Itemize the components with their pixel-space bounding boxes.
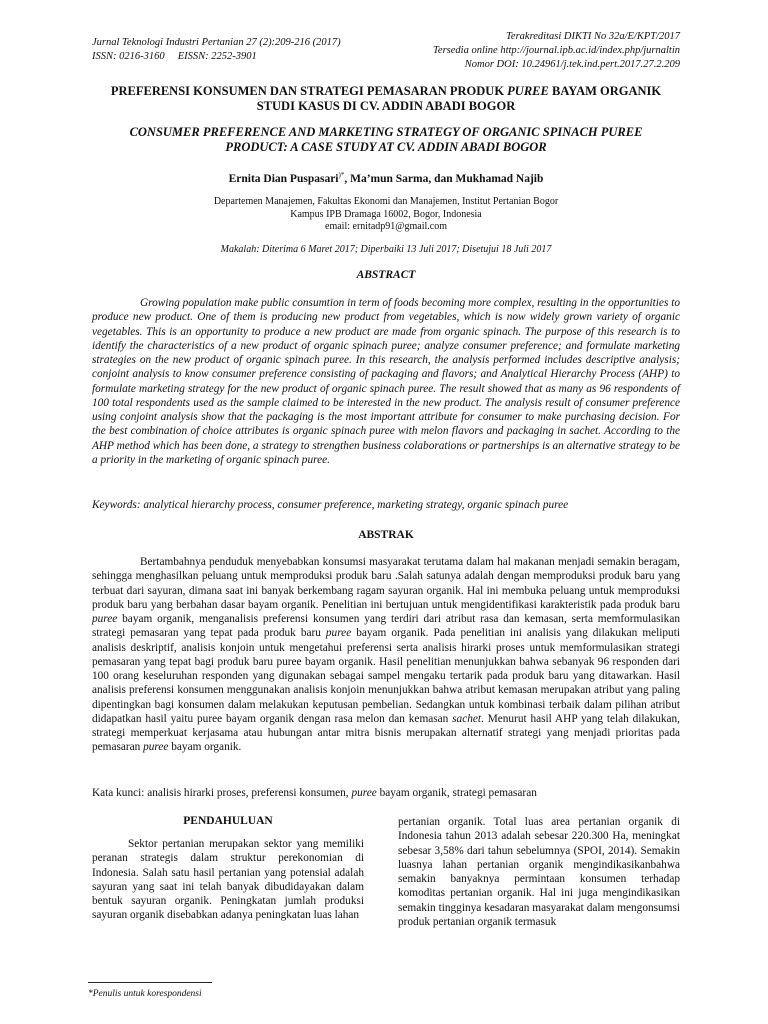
affiliation-address: Kampus IPB Dramaga 16002, Bogor, Indonesia [290,208,482,220]
abstrak-text: . Menurut hasil AHP yang telah dilakukan, strategi memperkuat kerjasama atau hubungan antar mitra bisnis merupakan alternatif strategi yang menjadi prioritas pada pemasaran [92,712,680,754]
intro-right-text: pertanian organik. Total luas area pertanian organik di Indonesia tahun 2013 adalah sebesar 220.300 Ha, meningkat sebesar 3,58% dari tahun sebelumnya (SPOI, 2014). Semakin luasnya lahan pertanian organik mengindikasikanbahwa semakin banyaknya permintaan konsumen terhadap komoditas pertanian organik. Hal ini juga mengindikasikan semakin tingginya kesadaran masyarakat dalam mengonsumsi produk pertanian organik termasuk [398,816,680,928]
abstrak-italic: puree [143,741,169,754]
author-name: Ernita Dian Puspasari [228,172,339,185]
abstract-english-text: Growing population make public consumtion in term of foods becoming more complex, resulting in the opportunities to produce new product. One of them is producing new product from vegetables, which is now widely grown variety of organic vegetables. This is an opportunity to produce a new product are made from organic spinach. The purpose of this research is to identify the characteristics of a new product of organic spinach puree; analyze consumer preference; and formulate marketing strategies on the new product of organic spinach puree. In this research, the analysis performed includes descriptive analysis; conjoint analysis to know consumer preference consisting of packaging and flavors; and Analytical Hierarchy Process (AHP) to formulate marketing strategy for the new product of organic spinach puree. The result showed that as many as 96 respondents of 100 total respondents used as the sample claimed to be interested in the new product. The analysis result of consumer preference using conjoint analysis show that the packaging is the most important attribute for consumer to make purchasing decision. For the best combination of choice attributes is organic spinach puree with melon flavors and packaging in sachet. According to the AHP method which has been done, a strategy to strengthen business colaborations or partnerships is an alternative strategy to be a priority in the marketing of organic spinach puree. [92,297,680,466]
intro-right-column [398,815,680,929]
journal-citation: Jurnal Teknologi Industri Pertanian 27 (2):209-216 (2017) [92,37,341,48]
journal-issn: ISSN: 0216-3160 EISSN: 2252-3901 [92,51,257,62]
paper-title-english-line1: CONSUMER PREFERENCE AND MARKETING STRATEGY OF ORGANIC SPINACH PUREE [129,125,643,139]
abstrak-text: Bertambahnya penduduk menyebabkan konsumsi masyarakat terutama dalam hal makanan menjadi semakin beragam, sehingga menghasilkan peluang untuk memproduksi produk baru .Salah satunya adalah dengan memproduksi produk baru yang terbuat dari sayuran, dimana saat ini banyak berkembang ragam sayuran organik. Hal ini membuka peluang untuk memproduksi produk baru yang berbahan dasar bayam organik. Penelitian ini bertujuan untuk mengidentifikasi karakteristik pada produk baru [92,556,680,611]
keywords-text: Kata kunci: analisis hirarki proses, preferensi konsumen, [92,787,352,799]
affiliation-department: Departemen Manajemen, Fakultas Ekonomi dan Manajemen, Institut Pertanian Bogor [213,196,559,207]
journal-header-left [92,36,341,64]
co-authors: , Ma’mun Sarma, dan Mukhamad Najib [344,172,544,185]
intro-left-column [92,815,364,923]
abstrak-text: bayam organik. [168,741,242,754]
affiliation [92,196,680,234]
keywords-indonesian [92,787,680,799]
paper-title-line1 [92,84,680,99]
abstrak-italic: puree [325,627,352,640]
accreditation-text: Terakreditasi DIKTI No 32a/E/KPT/2017 [506,31,680,42]
abstrak-italic: puree [92,613,118,625]
title-text: BAYAM ORGANIK [548,84,662,98]
paper-title-english-line2: PRODUCT: A CASE STUDY AT CV. ADDIN ABADI BOGOR [225,140,547,154]
online-url-text: Tersedia online http://journal.ipb.ac.id/index.php/jurnaltin [433,45,680,56]
corresponding-mark: )* [338,171,345,179]
paper-title [92,84,680,114]
abstrak-indonesian-text [92,555,680,755]
title-italic-word: PUREE [507,84,549,98]
abstrak-heading: ABSTRAK [358,529,414,541]
section-heading-pendahuluan: PENDAHULUAN [183,815,273,827]
keywords-english: Keywords: analytical hierarchy process, consumer preference, marketing strategy, organic spinach puree [92,499,569,511]
abstrak-italic: sachet [452,712,482,725]
author-list [92,171,680,185]
abstract-heading: ABSTRACT [356,269,416,281]
abstrak-text: bayam organik, menganalisis preferensi konsumen yang terdiri dari atribut rasa dan kemasan, serta memformulasikan strategi pemasaran yang tepat pada produk baru [92,613,680,640]
journal-header-right [433,30,680,72]
keywords-text: bayam organik, strategi pemasaran [376,787,537,799]
affiliation-email: email: ernitadp91@gmail.com [325,221,447,232]
paper-title-english [92,125,680,155]
intro-left-text: Sektor pertanian merupakan sektor yang memiliki peranan strategis dalam struktur perekonomian di Indonesia. Salah satu hasil pertanian yang potensial adalah sayuran yang saat ini telah banyak dibudidayakan dalam bentuk sayuran organik. Peningkatan jumlah produksi sayuran organik disebabkan adanya peningkatan luas lahan [92,838,364,922]
abstrak-text: bayam organik. Pada penelitian ini analisis yang dilakukan meliputi analisis deskriptif, analisis konjoin untuk mengetahui preferensi serta analisis hirarki proses untuk memformulasikan strategi pemasaran yang tepat bagi produk baru puree bayam organik. Hasil penelitian menunjukkan bahwa sebanyak 96 responden dari 100 orang keseluruhan responden yang digunakan sebagai sampel mengaku tertarik pada produk baru yang ditawarkan. Hasil analisis preferensi konsumen menggunakan analisis konjoin menunjukkan bahwa atribut kemasan merupakan atribut yang paling dipentingkan bagi konsumen dalam melakukan keputusan pembelian. Sedangkan untuk kombinasi terbaik dalam pilihan atribut didapatkan hasil yaitu puree bayam organik dengan rasa melon dan kemasan [92,627,680,725]
doi-text: Nomor DOI: 10.24961/j.tek.ind.pert.2017.27.2.209 [464,59,680,70]
submission-dates: Makalah: Diterima 6 Maret 2017; Diperbaiki 13 Juli 2017; Disetujui 18 Juli 2017 [220,244,552,255]
footnote-corresponding: *Penulis untuk korespondensi [88,989,202,999]
title-text: PREFERENSI KONSUMEN DAN STRATEGI PEMASARAN PRODUK [110,84,508,98]
keywords-italic: puree [351,787,377,799]
footnote-rule [88,982,212,983]
paper-title-line2: STUDI KASUS DI CV. ADDIN ABADI BOGOR [256,99,516,113]
